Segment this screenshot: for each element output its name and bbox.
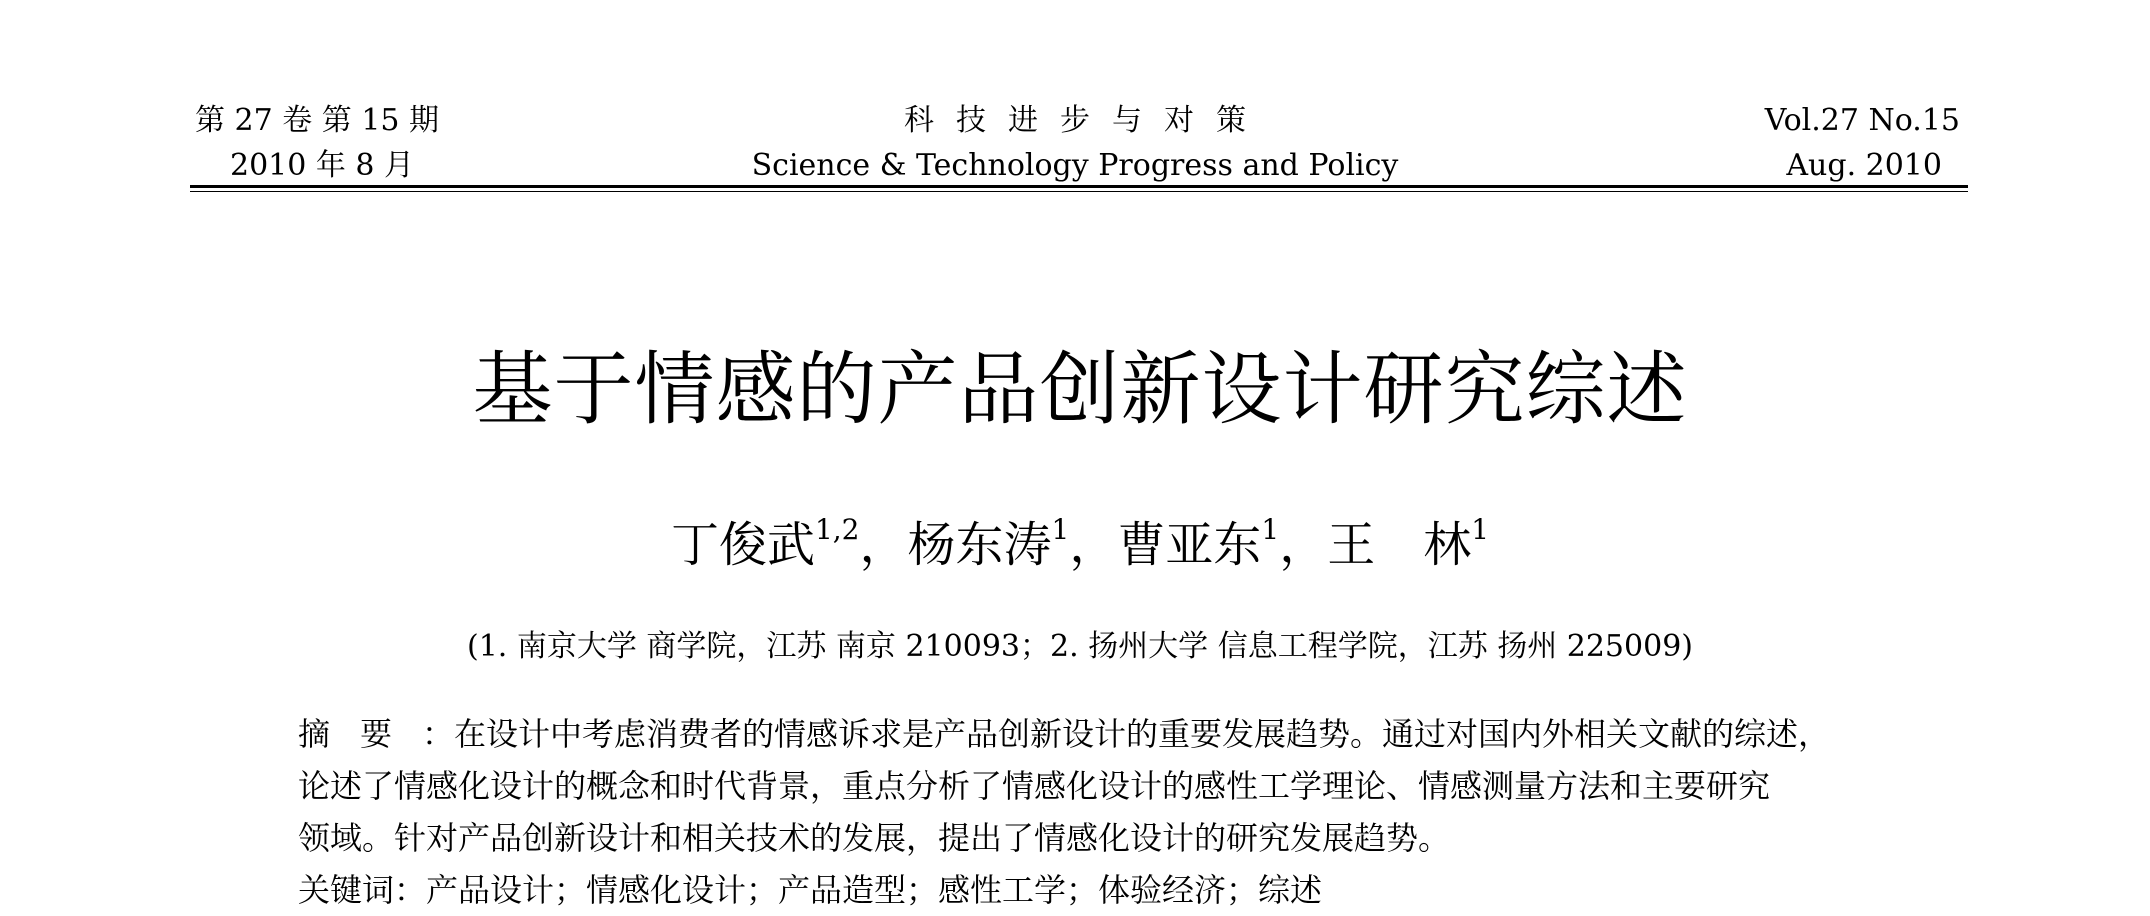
keywords-text: 产品设计；情感化设计；产品造型；感性工学；体验经济；综述 <box>426 871 1323 909</box>
author-name: 丁俊武 <box>670 517 815 573</box>
author-affil-mark: 1 <box>1051 513 1070 546</box>
abstract-text: 领域。针对产品创新设计和相关技术的发展，提出了情感化设计的研究发展趋势。 <box>298 819 1451 857</box>
author-separator: ， <box>859 517 908 573</box>
keywords-line <box>298 864 1898 916</box>
issue-date-en: Aug. 2010 <box>1786 148 1942 183</box>
issue-date: 2010 年 8 月 <box>230 148 415 183</box>
keywords-label: 关键词： <box>298 871 427 909</box>
author-affil-mark: 1 <box>1261 513 1280 546</box>
author-name: 王 林 <box>1327 517 1472 573</box>
journal-issue-info-en <box>1660 98 1960 188</box>
author-affil-mark: 1,2 <box>814 513 860 546</box>
author-name: 杨东涛 <box>907 517 1052 573</box>
affiliations: (1. 南京大学 商学院，江苏 南京 210093；2. 扬州大学 信息工程学院，江苏 扬州 225009) <box>467 629 1693 664</box>
author-separator: ， <box>1279 517 1328 573</box>
abstract-label: 摘要 <box>298 715 423 753</box>
abstract-line <box>298 708 1898 760</box>
journal-name-en: Science & Technology Progress and Policy <box>751 148 1399 183</box>
paper-title: 基于情感的产品创新设计研究综述 <box>472 343 1688 436</box>
abstract-text: ：在设计中考虑消费者的情感诉求是产品创新设计的重要发展趋势。通过对国内外相关文献的综述， <box>422 715 1831 753</box>
header-rule-thin <box>190 191 1968 192</box>
author-name: 曹亚东 <box>1117 517 1262 573</box>
journal-name-cn: 科技进步与对策 <box>904 103 1268 138</box>
volume-issue: 第 27 卷 第 15 期 <box>195 103 440 138</box>
abstract-text: 论述了情感化设计的概念和时代背景，重点分析了情感化设计的感性工学理论、情感测量方法和主要研究 <box>298 767 1771 805</box>
header-rule-thick <box>190 185 1968 188</box>
volume-issue-en: Vol.27 No.15 <box>1764 103 1960 138</box>
author-list <box>200 510 1960 580</box>
journal-issue-info <box>195 98 455 188</box>
author-separator: ， <box>1069 517 1118 573</box>
abstract-block <box>298 708 1898 916</box>
journal-name <box>700 98 1450 188</box>
author-affil-mark: 1 <box>1471 513 1490 546</box>
